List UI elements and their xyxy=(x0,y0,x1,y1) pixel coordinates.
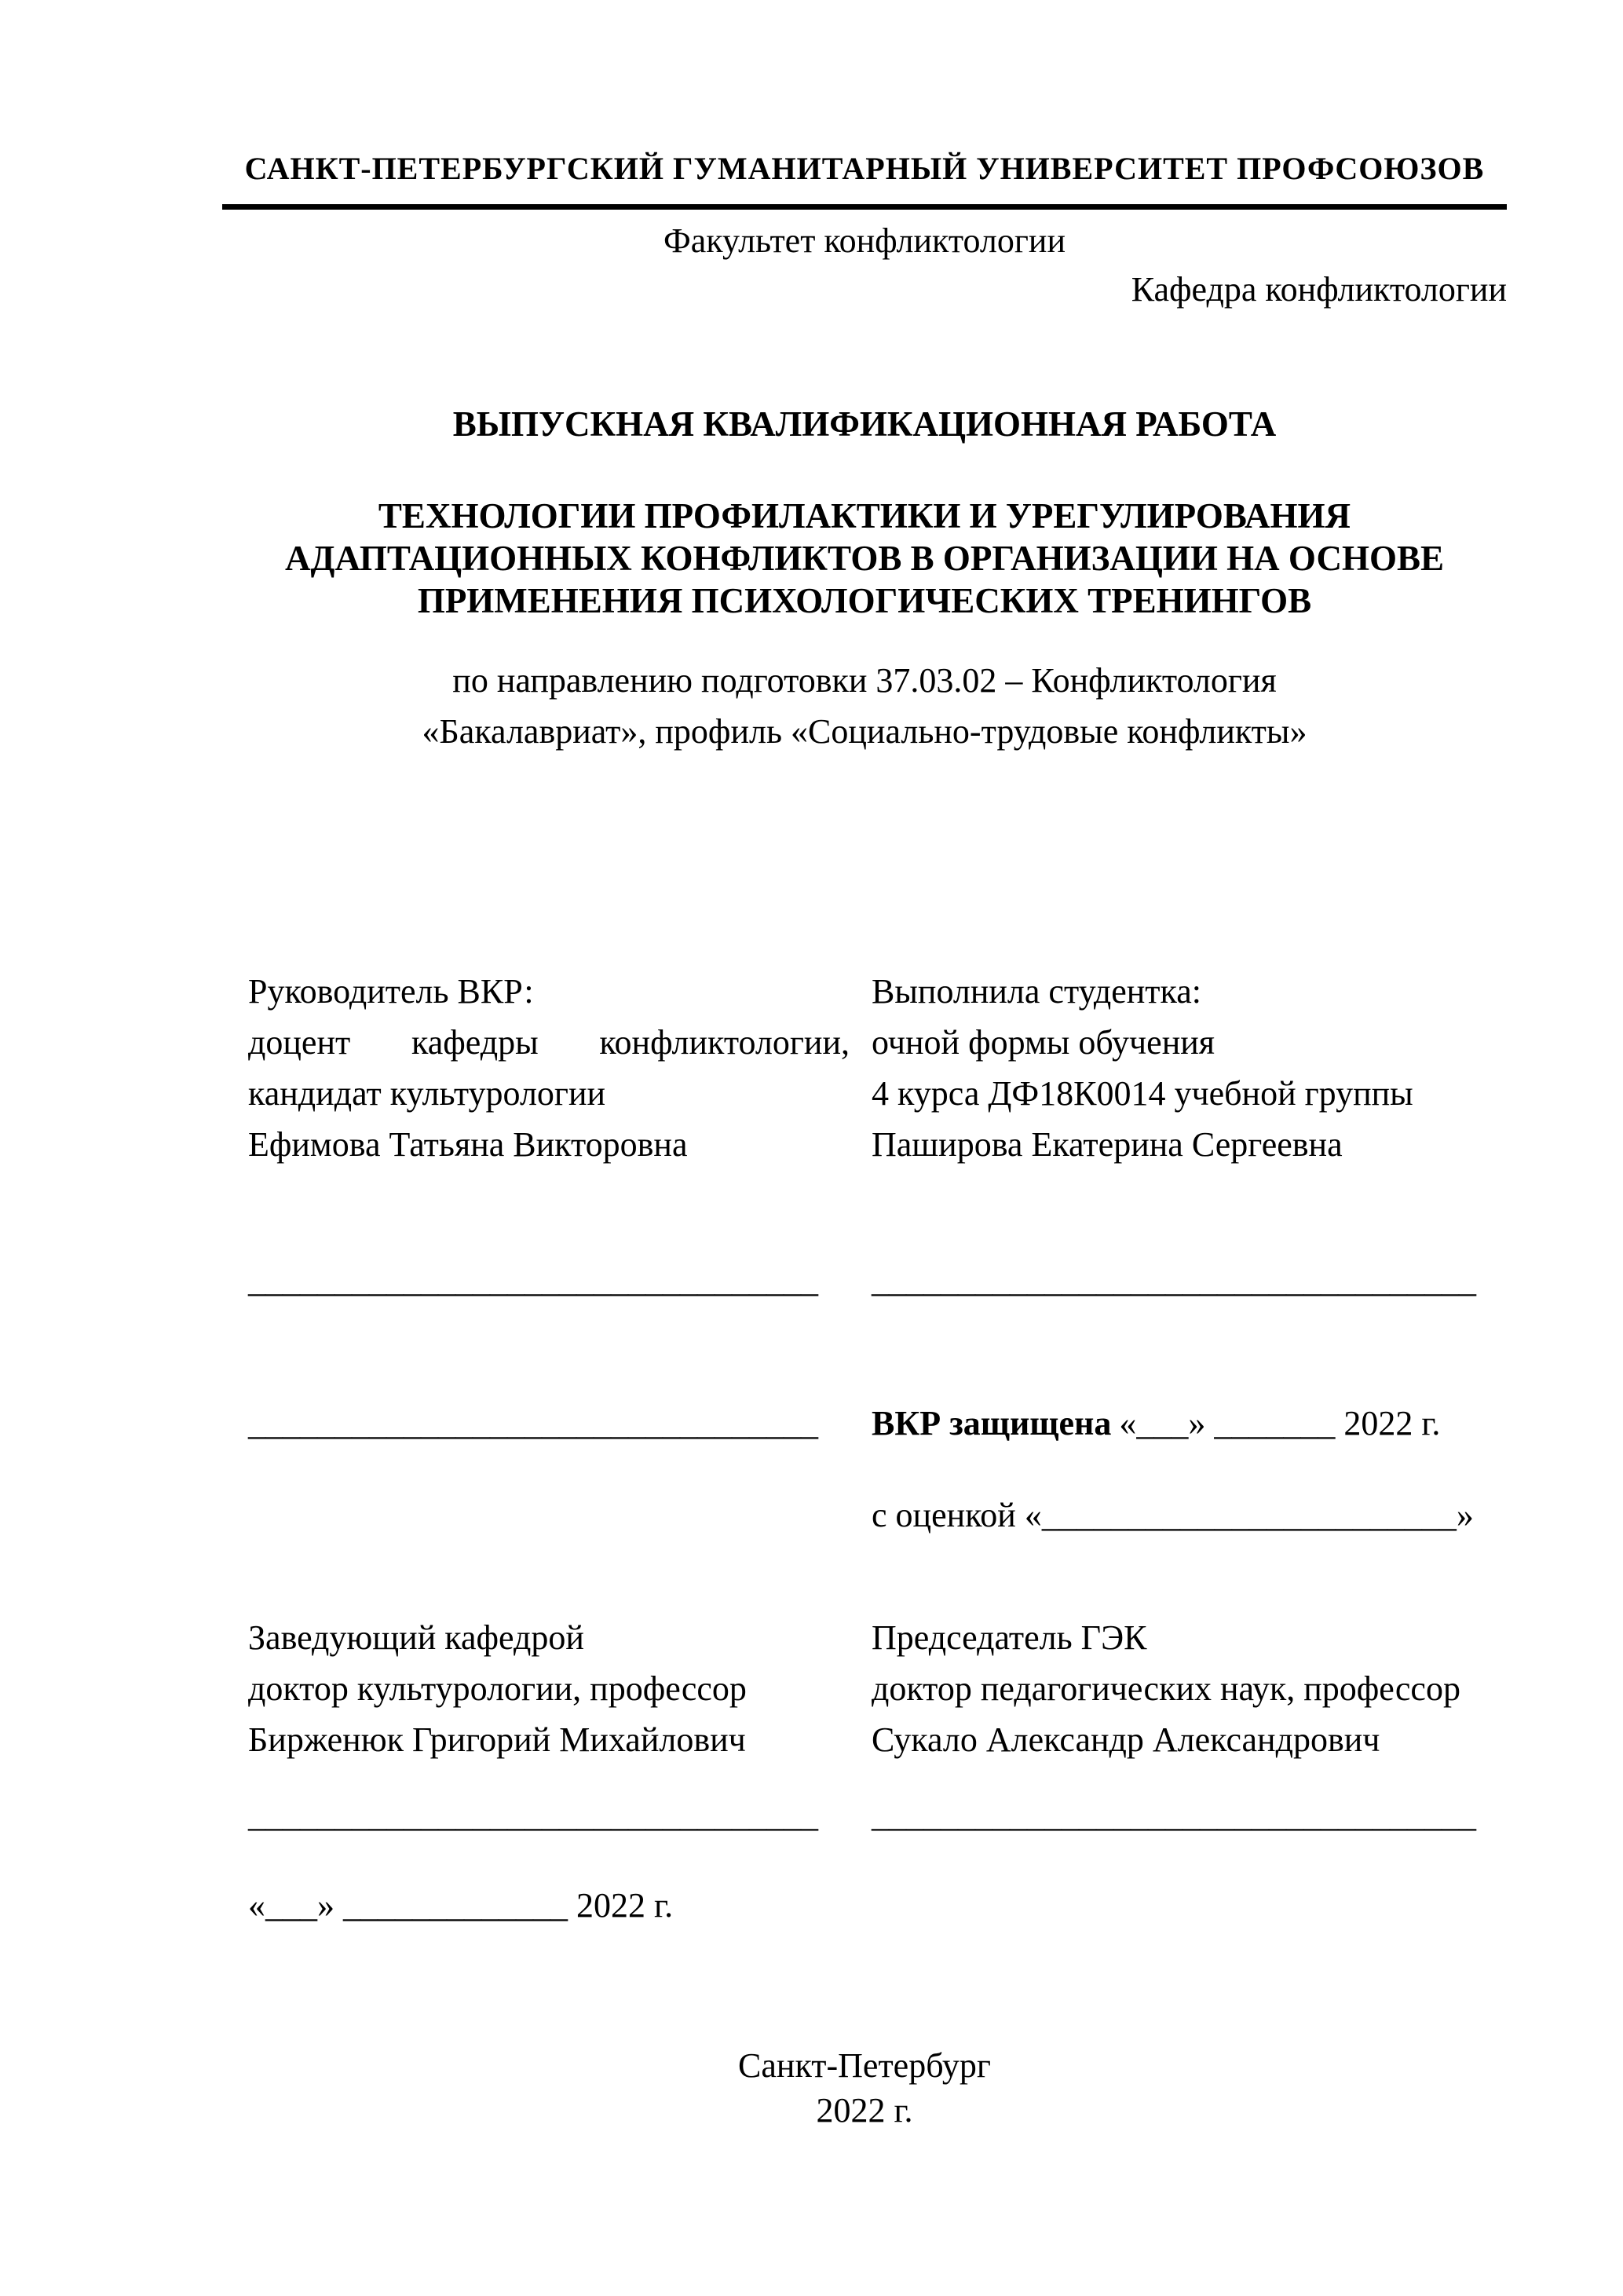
head-of-department-signature-line: _________________________________ xyxy=(248,1796,818,1834)
student-label: Выполнила студентка: xyxy=(872,972,1201,1011)
program-block xyxy=(222,655,1507,757)
footer-block xyxy=(222,2043,1507,2133)
supervisor-block xyxy=(248,966,850,1170)
thesis-title xyxy=(222,495,1507,622)
year-line: 2022 г. xyxy=(816,2091,913,2130)
date-line: «___» _____________ 2022 г. xyxy=(248,1886,674,1925)
supervisor-name: Ефимова Татьяна Викторовна xyxy=(248,1125,688,1164)
thesis-title-line-3: ПРИМЕНЕНИЯ ПСИХОЛОГИЧЕСКИХ ТРЕНИНГОВ xyxy=(417,581,1312,620)
program-direction-line: по направлению подготовки 37.03.02 – Конфликтология xyxy=(452,661,1277,700)
student-signature-line: ___________________________________ xyxy=(872,1261,1476,1300)
head-of-department-name: Бирженюк Григорий Михайлович xyxy=(248,1720,746,1759)
head-of-department-block xyxy=(248,1612,861,1765)
work-type-heading: ВЫПУСКНАЯ КВАЛИФИКАЦИОННАЯ РАБОТА xyxy=(452,404,1277,444)
student-name: Паширова Екатерина Сергеевна xyxy=(872,1125,1343,1164)
thesis-title-line-1: ТЕХНОЛОГИИ ПРОФИЛАКТИКИ И УРЕГУЛИРОВАНИЯ xyxy=(378,496,1351,536)
city-line: Санкт-Петербург xyxy=(738,2046,991,2085)
university-name: САНКТ-ПЕТЕРБУРГСКИЙ ГУМАНИТАРНЫЙ УНИВЕРСИТЕТ ПРОФСОЮЗОВ xyxy=(244,151,1485,186)
defense-status-bold: ВКР защищена xyxy=(872,1404,1112,1442)
supervisor-signature-line: _________________________________ xyxy=(248,1261,818,1300)
student-study-form: очной формы обучения xyxy=(872,1023,1215,1062)
defense-status-line xyxy=(872,1404,1523,1443)
faculty-line: Факультет конфликтологии xyxy=(663,221,1066,260)
department-line: Кафедра конфликтологии xyxy=(1131,270,1507,309)
gec-chair-block xyxy=(872,1612,1508,1765)
student-group: 4 курса ДФ18К0014 учебной группы xyxy=(872,1074,1413,1113)
defense-status-rest: «___» _______ 2022 г. xyxy=(1119,1404,1441,1442)
header-rule xyxy=(222,204,1507,210)
supervisor-label: Руководитель ВКР: xyxy=(248,972,534,1011)
head-of-department-title: Заведующий кафедрой xyxy=(248,1618,584,1657)
gec-chair-title: Председатель ГЭК xyxy=(872,1618,1147,1657)
approval-signature-line: _________________________________ xyxy=(248,1404,818,1442)
gec-chair-signature-line: ___________________________________ xyxy=(872,1796,1476,1834)
supervisor-degree: кандидат культурологии xyxy=(248,1074,606,1113)
program-profile-line: «Бакалавриат», профиль «Социально-трудовые конфликты» xyxy=(422,712,1307,751)
gec-chair-degree: доктор педагогических наук, профессор xyxy=(872,1669,1460,1708)
head-of-department-degree: доктор культурологии, профессор xyxy=(248,1669,747,1708)
grade-line: с оценкой «________________________» xyxy=(872,1496,1474,1534)
student-block xyxy=(872,966,1500,1170)
supervisor-position: доцент кафедры конфликтологии, xyxy=(248,1023,850,1062)
gec-chair-name: Сукало Александр Александрович xyxy=(872,1720,1380,1759)
thesis-title-line-2: АДАПТАЦИОННЫХ КОНФЛИКТОВ В ОРГАНИЗАЦИИ НА ОСНОВЕ xyxy=(284,539,1444,578)
